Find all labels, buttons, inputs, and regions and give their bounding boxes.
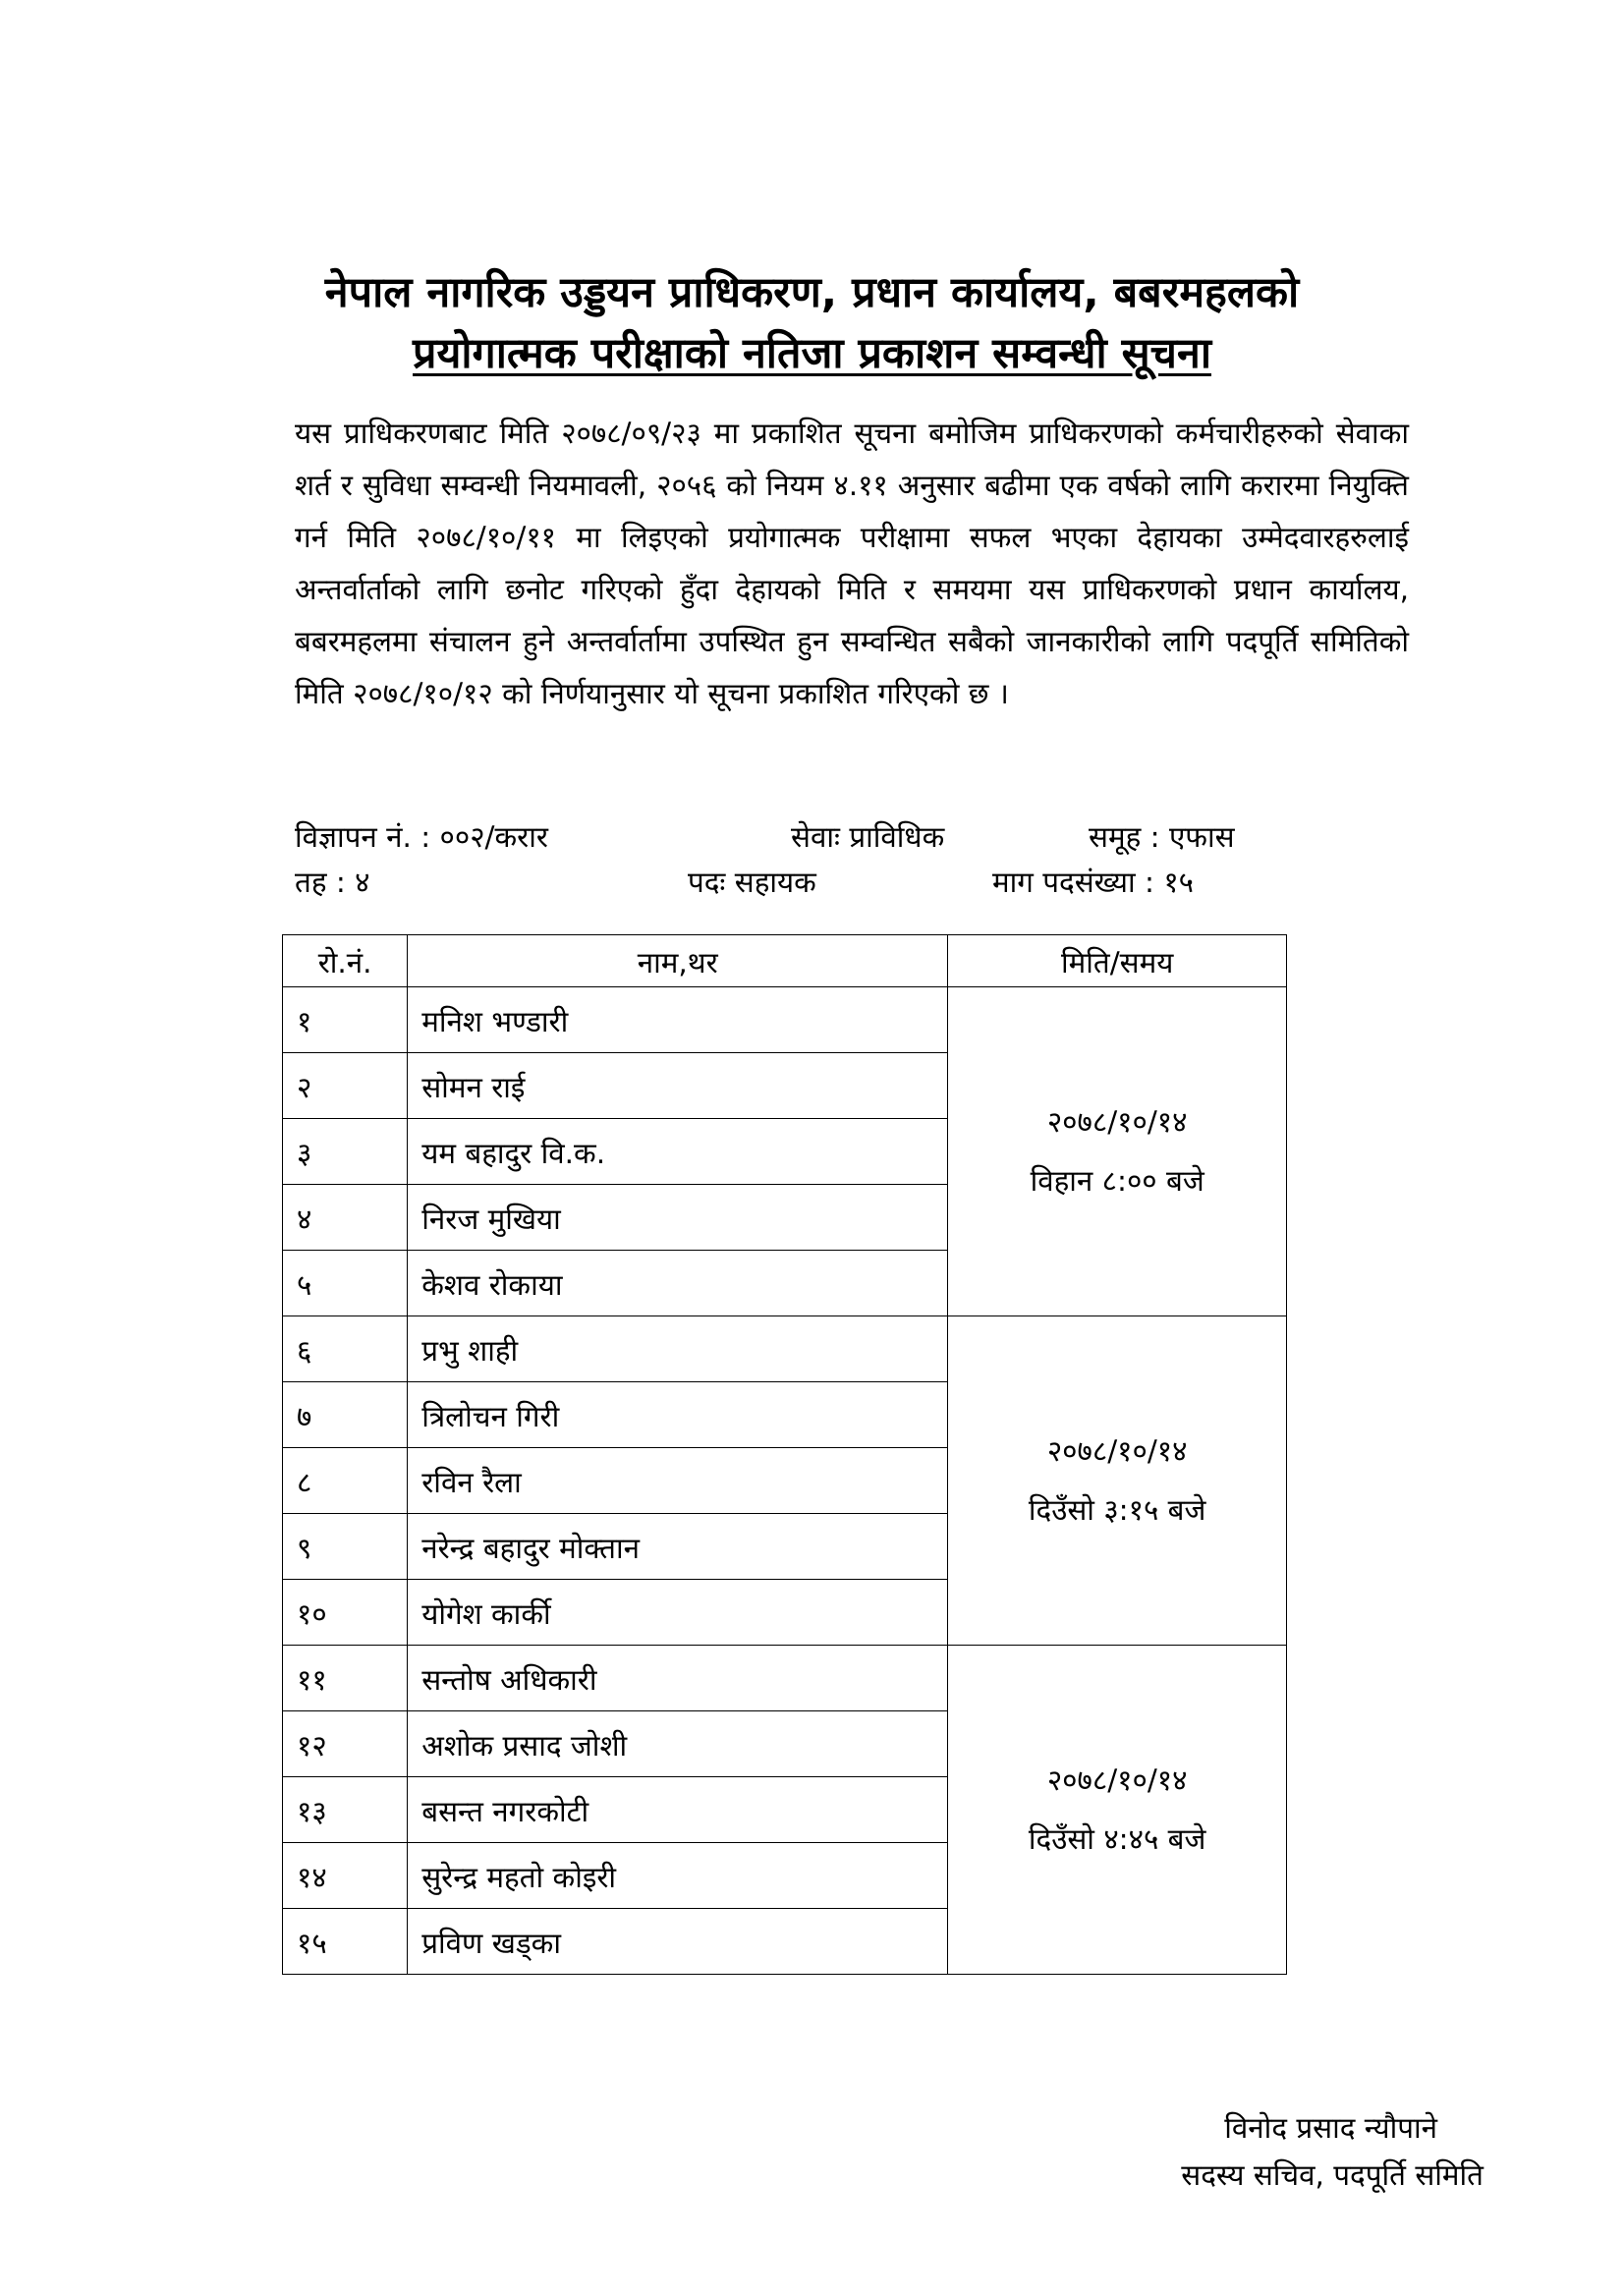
table-body — [283, 987, 1287, 1975]
candidate-name: प्रविण खड्का — [408, 1909, 948, 1975]
candidate-name: मनिश भण्डारी — [408, 987, 948, 1053]
candidate-name: सन्तोष अधिकारी — [408, 1646, 948, 1711]
candidate-name: यम बहादुर वि.क. — [408, 1119, 948, 1185]
table-row — [283, 987, 1287, 1053]
level-label: तह : ४ — [295, 866, 370, 899]
roll-number: ८ — [283, 1448, 408, 1514]
signatory-name: विनोद प्रसाद न्यौपाने — [1224, 2111, 1437, 2145]
table-row — [283, 1316, 1287, 1382]
candidate-name: सोमन राई — [408, 1053, 948, 1119]
signatory-title: सदस्य सचिव, पदपूर्ति समिति — [1181, 2158, 1484, 2192]
roll-number: १० — [283, 1580, 408, 1646]
service-label: सेवाः प्राविधिक — [791, 820, 945, 854]
table-row — [283, 1646, 1287, 1711]
roll-number: ३ — [283, 1119, 408, 1185]
candidate-name: योगेश कार्की — [408, 1580, 948, 1646]
candidate-name: बसन्त नगरकोटी — [408, 1777, 948, 1843]
roll-number: १ — [283, 987, 408, 1053]
interview-time: दिउँसो ३:१५ बजे — [1028, 1493, 1206, 1527]
candidate-table — [282, 934, 1287, 1975]
roll-number: ११ — [283, 1646, 408, 1711]
candidate-name: सुरेन्द्र महतो कोइरी — [408, 1843, 948, 1909]
demand-count: माग पदसंख्या : १५ — [992, 866, 1195, 899]
interview-date: २०७८/१०/१४ — [1046, 1763, 1188, 1797]
roll-number: १५ — [283, 1909, 408, 1975]
title-line-2: प्रयोगात्मक परीक्षाको नतिजा प्रकाशन सम्वन्धी सूचना — [413, 329, 1211, 378]
advertisement-number: विज्ञापन नं. : ००२/करार — [295, 820, 548, 854]
table-header-row — [283, 935, 1287, 987]
header-roll: रो.नं. — [283, 935, 408, 987]
interview-slot — [948, 1646, 1287, 1975]
notice-body: यस प्राधिकरणबाट मिति २०७८/०९/२३ मा प्रकाशित सूचना बमोजिम प्राधिकरणको कर्मचारीहरुको सेवाका शर्त र सुविधा सम्वन्धी नियमावली, २०५६ को नियम ४.११ अनुसार बढीमा एक वर्षको लागि करारमा नियुक्ति गर्न मिति २०७८/१०/११ मा लिइएको प्रयोगात्मक परीक्षामा सफल भएका देहायका उम्मेदवारहरुलाई अन्तर्वार्ताको लागि छनोट गरिएको हुँदा देहायको मिति र समयमा यस प्राधिकरणको प्रधान कार्यालय, बबरमहलमा संचालन हुने अन्तर्वार्तामा उपस्थित हुन सम्वन्धित सबैको जानकारीको लागि पदपूर्ति समितिको मिति २०७८/१०/१२ को निर्णयानुसार यो सूचना प्रकाशित गरिएको छ । — [295, 417, 1409, 710]
interview-time: विहान ८:०० बजे — [1030, 1164, 1204, 1198]
header-name: नाम,थर — [408, 935, 948, 987]
candidate-name: केशव रोकाया — [408, 1251, 948, 1316]
roll-number: १३ — [283, 1777, 408, 1843]
candidate-name: नरेन्द्र बहादुर मोक्तान — [408, 1514, 948, 1580]
candidate-name: रविन रैला — [408, 1448, 948, 1514]
roll-number: १४ — [283, 1843, 408, 1909]
roll-number: ६ — [283, 1316, 408, 1382]
interview-date: २०७८/१०/१४ — [1046, 1434, 1188, 1468]
roll-number: २ — [283, 1053, 408, 1119]
post-label: पदः सहायक — [688, 866, 816, 899]
roll-number: ४ — [283, 1185, 408, 1251]
candidate-name: त्रिलोचन गिरी — [408, 1382, 948, 1448]
group-label: समूह : एफास — [1089, 820, 1235, 854]
roll-number: ५ — [283, 1251, 408, 1316]
candidate-name: प्रभु शाही — [408, 1316, 948, 1382]
roll-number: ९ — [283, 1514, 408, 1580]
header-datetime: मिति/समय — [948, 935, 1287, 987]
candidate-name: अशोक प्रसाद जोशी — [408, 1711, 948, 1777]
roll-number: ७ — [283, 1382, 408, 1448]
roll-number: १२ — [283, 1711, 408, 1777]
interview-slot — [948, 987, 1287, 1316]
interview-date: २०७८/१०/१४ — [1046, 1105, 1188, 1139]
interview-time: दिउँसो ४:४५ बजे — [1028, 1822, 1206, 1856]
candidate-name: निरज मुखिया — [408, 1185, 948, 1251]
interview-slot — [948, 1316, 1287, 1646]
title-line-1: नेपाल नागरिक उड्डयन प्राधिकरण, प्रधान कार्यालय, बबरमहलको — [324, 268, 1300, 317]
